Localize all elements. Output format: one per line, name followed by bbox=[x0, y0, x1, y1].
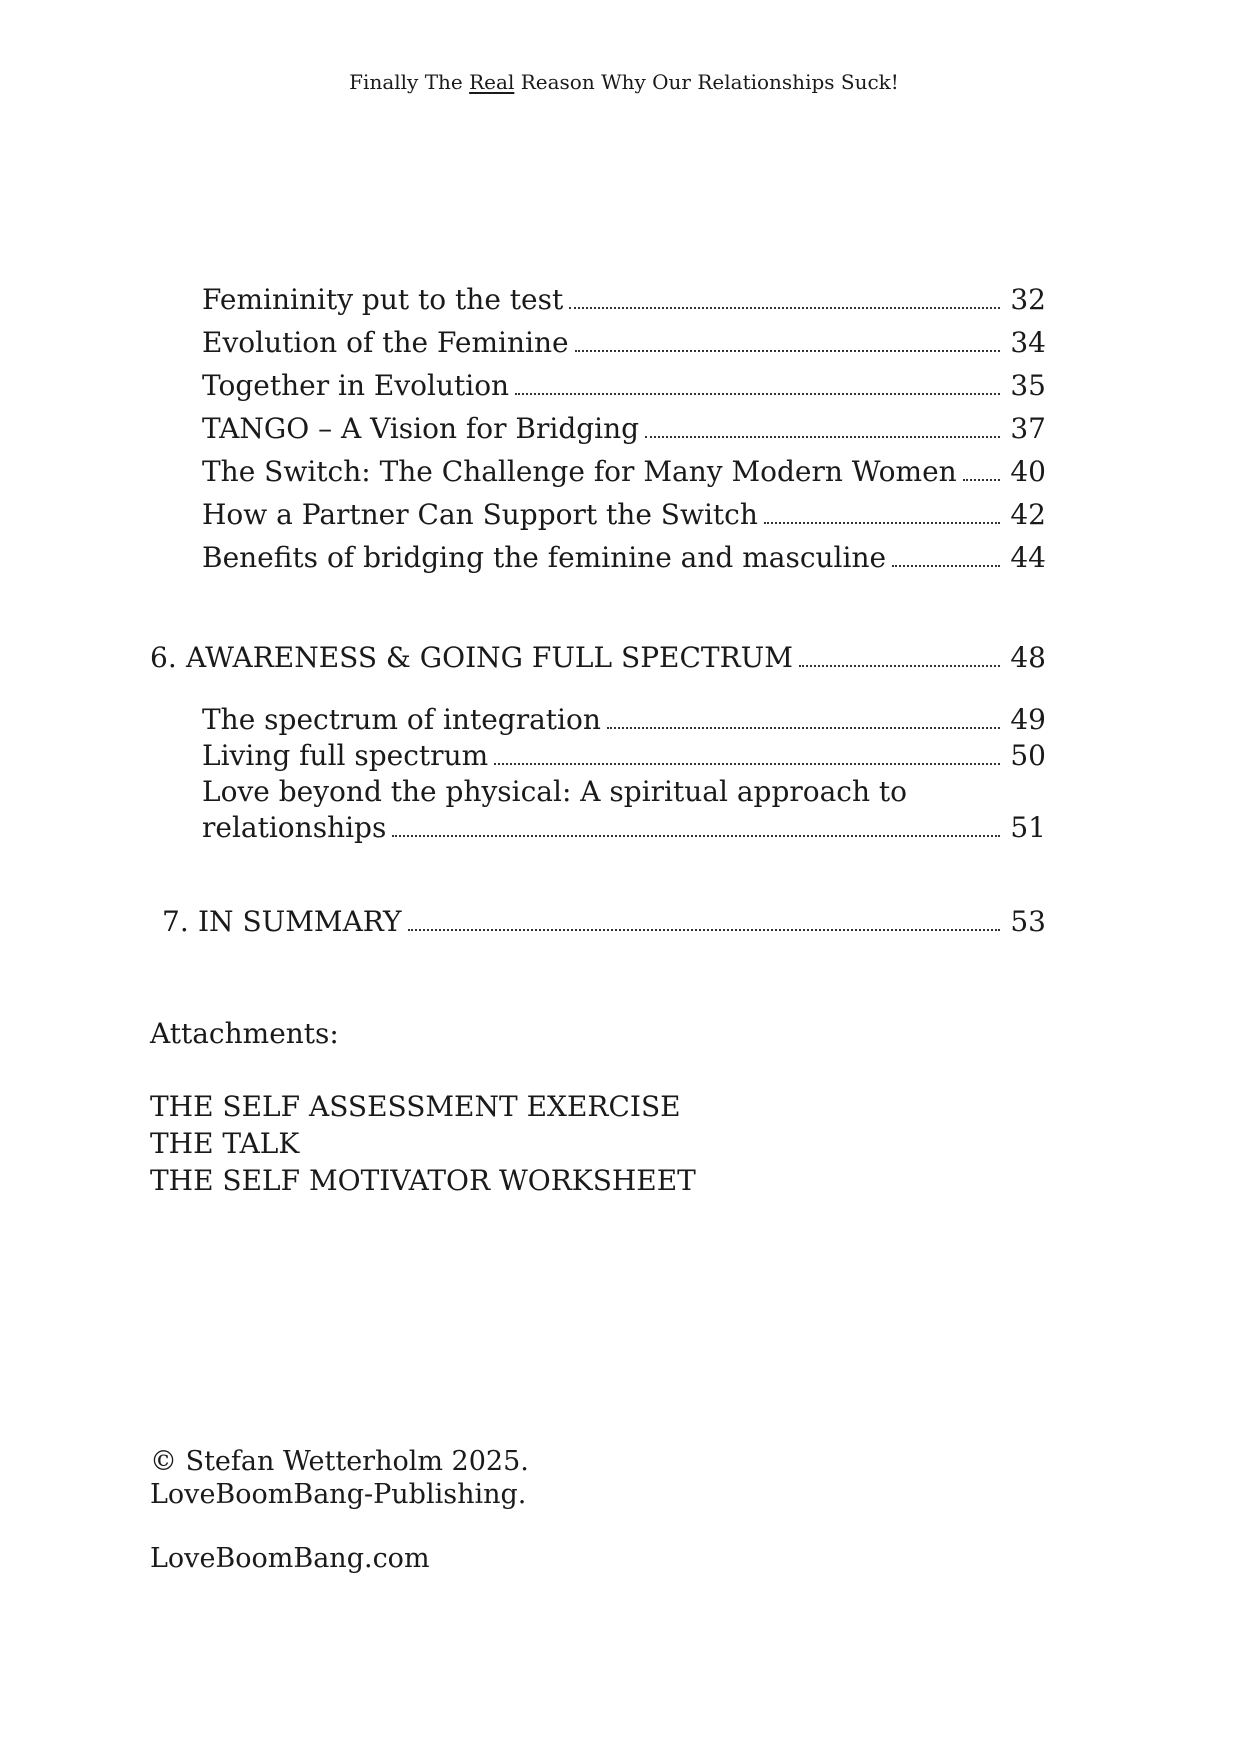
toc-leader bbox=[575, 350, 1001, 352]
attachment-item: THE SELF MOTIVATOR WORKSHEET bbox=[150, 1164, 696, 1197]
toc-entry-page: 34 bbox=[1010, 326, 1046, 359]
toc-chapter-title: AWARENESS & GOING FULL SPECTRUM bbox=[186, 641, 793, 674]
toc-entry-page: 49 bbox=[1010, 703, 1046, 736]
attachment-item: THE TALK bbox=[150, 1127, 300, 1160]
toc-entry-page: 40 bbox=[1010, 455, 1046, 488]
toc-entry-page: 32 bbox=[1010, 283, 1046, 316]
toc-entry-page: 44 bbox=[1010, 541, 1046, 574]
toc-entry-page: 51 bbox=[1010, 811, 1046, 844]
toc-entry[interactable] bbox=[202, 366, 1046, 406]
toc-chapter-7[interactable] bbox=[162, 902, 1046, 942]
toc-entry-page: 35 bbox=[1010, 369, 1046, 402]
publisher-line: LoveBoomBang-Publishing. bbox=[150, 1479, 527, 1510]
toc-leader bbox=[569, 307, 1000, 309]
toc-chapter-number: 7. bbox=[162, 905, 189, 938]
toc-entry[interactable] bbox=[202, 700, 1046, 740]
toc-entry-title: The spectrum of integration bbox=[202, 703, 601, 736]
toc-entry-title: Femininity put to the test bbox=[202, 283, 564, 316]
toc-entry[interactable] bbox=[202, 323, 1046, 363]
toc-leader bbox=[515, 393, 1000, 395]
toc-leader bbox=[799, 665, 1000, 667]
header-emphasis: Real bbox=[469, 70, 515, 94]
attachments-list bbox=[150, 1088, 696, 1199]
header-text-post: Reason Why Our Relationships Suck! bbox=[514, 70, 899, 94]
toc-leader bbox=[494, 763, 1000, 765]
toc-chapter-6[interactable] bbox=[150, 638, 1046, 678]
toc-entry-title: Benefits of bridging the feminine and masculine bbox=[202, 541, 887, 574]
toc-entry-title-line1[interactable]: Love beyond the physical: A spiritual approach to bbox=[202, 775, 908, 808]
toc-entry-title: TANGO – A Vision for Bridging bbox=[202, 412, 640, 445]
toc-leader bbox=[607, 727, 1000, 729]
toc-leader bbox=[408, 929, 1001, 931]
toc-entry-title: Living full spectrum bbox=[202, 739, 489, 772]
toc-entry-page: 50 bbox=[1010, 739, 1046, 772]
toc-chapter-number: 6. bbox=[150, 641, 177, 674]
toc-entry-page: 42 bbox=[1010, 498, 1046, 531]
running-header bbox=[0, 68, 1248, 96]
toc-leader bbox=[963, 479, 1001, 481]
toc-chapter-page: 48 bbox=[1010, 641, 1046, 674]
toc-entry-title: The Switch: The Challenge for Many Modern Women bbox=[202, 455, 957, 488]
toc-chapter-page: 53 bbox=[1010, 905, 1046, 938]
toc-leader bbox=[645, 436, 1000, 438]
toc-leader bbox=[764, 522, 1000, 524]
toc-entry[interactable] bbox=[202, 736, 1046, 776]
toc-entry[interactable] bbox=[202, 280, 1046, 320]
toc-entry[interactable] bbox=[202, 495, 1046, 535]
attachment-item: THE SELF ASSESSMENT EXERCISE bbox=[150, 1090, 681, 1123]
toc-entry[interactable] bbox=[202, 409, 1046, 449]
toc-entry-title: Together in Evolution bbox=[202, 369, 510, 402]
toc-leader bbox=[392, 835, 1000, 837]
toc-entry-page: 37 bbox=[1010, 412, 1046, 445]
header-text-pre: Finally The bbox=[349, 70, 470, 94]
copyright-line: © Stefan Wetterholm 2025. bbox=[150, 1446, 529, 1477]
toc-entry[interactable] bbox=[202, 538, 1046, 578]
attachments-heading: Attachments: bbox=[150, 1017, 339, 1050]
toc-leader bbox=[892, 565, 1000, 567]
toc-entry[interactable] bbox=[202, 808, 1046, 848]
toc-chapter-title: IN SUMMARY bbox=[198, 905, 402, 938]
toc-entry-title: relationships bbox=[202, 811, 387, 844]
toc-entry[interactable] bbox=[202, 452, 1046, 492]
toc-entry-title: How a Partner Can Support the Switch bbox=[202, 498, 758, 531]
website-link[interactable]: LoveBoomBang.com bbox=[150, 1543, 430, 1574]
toc-entry-title: Evolution of the Feminine bbox=[202, 326, 569, 359]
